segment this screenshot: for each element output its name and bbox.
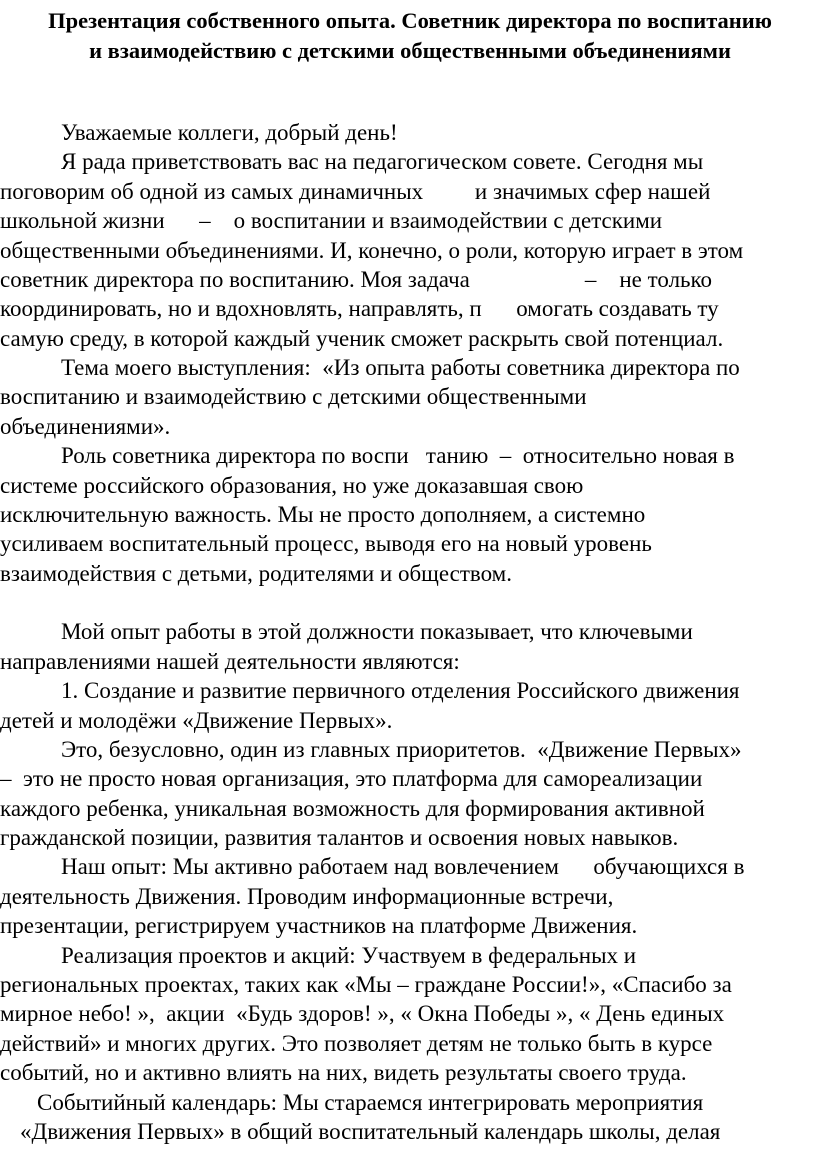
text-line: общественными объединениями. И, конечно, о роли, которую играет в этом bbox=[0, 238, 744, 263]
text-line: «Движения Первых» в общий воспитательный календарь школы, делая bbox=[20, 1119, 721, 1144]
text-line: Роль советника директора по воспи танию – относительно новая в bbox=[61, 443, 735, 468]
text-line: Наш опыт: Мы активно работаем над вовлечением обучающихся в bbox=[61, 854, 745, 879]
text-line: школьной жизни – о воспитании и взаимодействии с детскими bbox=[0, 208, 663, 233]
text-line: поговорим об одной из самых динамичных и значимых сфер нашей bbox=[0, 179, 711, 204]
text-line: Событийный календарь: Мы стараемся интегрировать мероприятия bbox=[37, 1090, 704, 1115]
text-line: советник директора по воспитанию. Моя задача – не только bbox=[0, 267, 713, 292]
text-line: каждого ребенка, уникальная возможность для формирования активной bbox=[0, 796, 705, 821]
greeting-line: Уважаемые коллеги, добрый день! bbox=[61, 120, 398, 145]
text-line: Тема моего выступления: «Из опыта работы советника директора по bbox=[61, 355, 740, 380]
text-line: детей и молодёжи «Движение Первых». bbox=[0, 708, 393, 733]
text-line: системе российского образования, но уже доказавшая свою bbox=[0, 473, 584, 498]
text-line: объединениями». bbox=[0, 414, 171, 439]
text-line: Это, безусловно, один из главных приоритетов. «Движение Первых» bbox=[61, 737, 742, 762]
text-line: усиливаем воспитательный процесс, выводя его на новый уровень bbox=[0, 531, 652, 556]
text-line: деятельность Движения. Проводим информационные встречи, bbox=[0, 884, 614, 909]
text-line: воспитанию и взаимодействию с детскими общественными bbox=[0, 384, 587, 409]
text-line: – это не просто новая организация, это платформа для самореализации bbox=[0, 766, 703, 791]
list-item-heading: 1. Создание и развитие первичного отделения Российского движения bbox=[61, 678, 740, 703]
text-line: региональных проектах, таких как «Мы – граждане России!», «Спасибо за bbox=[0, 972, 732, 997]
text-line: Реализация проектов и акций: Участвуем в федеральных и bbox=[61, 943, 637, 968]
document-title: Презентация собственного опыта. Советник директора по воспитанию и взаимодействию с детскими общественными объединениями bbox=[48, 8, 772, 63]
text-line: событий, но и активно влиять на них, видеть результаты своего труда. bbox=[0, 1060, 687, 1085]
text-line: координировать, но и вдохновлять, направлять, п омогать создавать ту bbox=[0, 296, 719, 321]
text-line: взаимодействия с детьми, родителями и обществом. bbox=[0, 561, 512, 586]
text-line: мирное небо! », акции «Будь здоров! », « Окна Победы », « День единых bbox=[0, 1001, 725, 1026]
text-line: действий» и многих других. Это позволяет детям не только быть в курсе bbox=[0, 1031, 713, 1056]
text-line: Мой опыт работы в этой должности показывает, что ключевыми bbox=[61, 619, 693, 644]
text-line: направлениями нашей деятельности являются: bbox=[0, 649, 460, 674]
text-line: Я рада приветствовать вас на педагогическом совете. Сегодня мы bbox=[61, 149, 704, 174]
text-line: презентации, регистрируем участников на платформе Движения. bbox=[0, 913, 638, 938]
text-line: исключительную важность. Мы не просто дополняем, а системно bbox=[0, 502, 646, 527]
text-line: гражданской позиции, развития талантов и освоения новых навыков. bbox=[0, 825, 679, 850]
text-line: самую среду, в которой каждый ученик сможет раскрыть свой потенциал. bbox=[0, 326, 724, 351]
